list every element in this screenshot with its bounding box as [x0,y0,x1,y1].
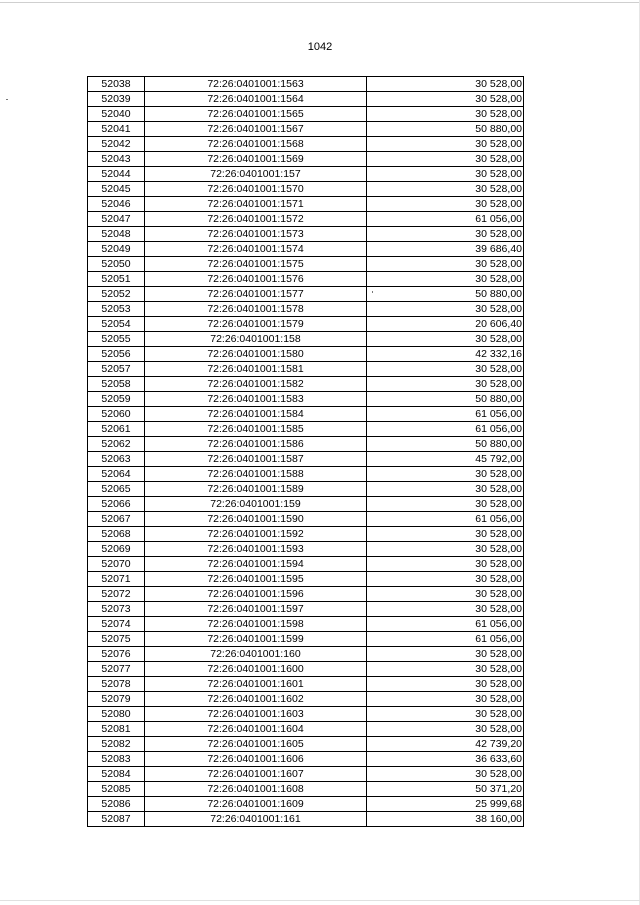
row-number-cell: 52068 [88,527,145,542]
row-number-cell: 52061 [88,422,145,437]
value-cell: 61 056,00 [367,632,524,647]
row-number-cell: 52076 [88,647,145,662]
table-row [88,227,524,242]
cadastral-number-cell: 72:26:0401001:1570 [145,182,367,197]
table-row [88,677,524,692]
cadastral-number-cell: 72:26:0401001:1573 [145,227,367,242]
value-cell: 30 528,00 [367,332,524,347]
cadastral-number-cell: 72:26:0401001:1571 [145,197,367,212]
cadastral-number-cell: 72:26:0401001:1588 [145,467,367,482]
value-cell: 50 371,20 [367,782,524,797]
row-number-cell: 52060 [88,407,145,422]
row-number-cell: 52058 [88,377,145,392]
value-cell: 30 528,00 [367,467,524,482]
table-row [88,242,524,257]
table-row [88,422,524,437]
table-row [88,182,524,197]
table-row [88,107,524,122]
table-row [88,767,524,782]
table-row [88,632,524,647]
row-number-cell: 52082 [88,737,145,752]
row-number-cell: 52065 [88,482,145,497]
table-row [88,602,524,617]
value-cell: 61 056,00 [367,512,524,527]
value-cell: 30 528,00 [367,692,524,707]
table-row [88,812,524,827]
cadastral-number-cell: 72:26:0401001:1609 [145,797,367,812]
cadastral-number-cell: 72:26:0401001:158 [145,332,367,347]
cadastral-number-cell: 72:26:0401001:1593 [145,542,367,557]
row-number-cell: 52069 [88,542,145,557]
cadastral-number-cell: 72:26:0401001:1603 [145,707,367,722]
row-number-cell: 52059 [88,392,145,407]
page-number: 1042 [307,41,333,53]
cadastral-number-cell: 72:26:0401001:1567 [145,122,367,137]
table-row [88,587,524,602]
cadastral-number-cell: 72:26:0401001:1568 [145,137,367,152]
value-cell: 30 528,00 [367,722,524,737]
value-cell: 30 528,00 [367,662,524,677]
value-cell: 50 880,00 [367,437,524,452]
value-cell: 30 528,00 [367,257,524,272]
row-number-cell: 52055 [88,332,145,347]
table-row [88,302,524,317]
table-row [88,797,524,812]
cadastral-number-cell: 72:26:0401001:1574 [145,242,367,257]
table-row [88,572,524,587]
table-row [88,782,524,797]
row-number-cell: 52072 [88,587,145,602]
table-row [88,332,524,347]
row-number-cell: 52053 [88,302,145,317]
value-cell: 30 528,00 [367,602,524,617]
value-cell: 38 160,00 [367,812,524,827]
cadastral-number-cell: 72:26:0401001:1563 [145,77,367,92]
table-row [88,527,524,542]
row-number-cell: 52038 [88,77,145,92]
value-cell: 30 528,00 [367,677,524,692]
value-cell: 30 528,00 [367,197,524,212]
table-row [88,287,524,302]
value-cell: 61 056,00 [367,617,524,632]
cadastral-number-cell: 72:26:0401001:160 [145,647,367,662]
table-row [88,347,524,362]
cadastral-number-cell: 72:26:0401001:1565 [145,107,367,122]
cadastral-number-cell: 72:26:0401001:1600 [145,662,367,677]
row-number-cell: 52056 [88,347,145,362]
row-number-cell: 52073 [88,602,145,617]
cadastral-number-cell: 72:26:0401001:1572 [145,212,367,227]
row-number-cell: 52044 [88,167,145,182]
value-cell: 61 056,00 [367,407,524,422]
table-row [88,257,524,272]
cadastral-number-cell: 72:26:0401001:1602 [145,692,367,707]
cadastral-number-cell: 72:26:0401001:1582 [145,377,367,392]
row-number-cell: 52040 [88,107,145,122]
row-number-cell: 52039 [88,92,145,107]
value-cell: 42 332,16 [367,347,524,362]
table-row [88,122,524,137]
table-row [88,167,524,182]
row-number-cell: 52078 [88,677,145,692]
cadastral-number-cell: 72:26:0401001:1590 [145,512,367,527]
row-number-cell: 52050 [88,257,145,272]
row-number-cell: 52043 [88,152,145,167]
value-cell: 20 606,40 [367,317,524,332]
table-row [88,212,524,227]
row-number-cell: 52077 [88,662,145,677]
table-row [88,617,524,632]
value-cell: 50 880,00 [367,392,524,407]
table-row [88,152,524,167]
value-cell: 30 528,00 [367,137,524,152]
table-row [88,542,524,557]
cadastral-number-cell: 72:26:0401001:1580 [145,347,367,362]
cadastral-number-cell: 72:26:0401001:1576 [145,272,367,287]
value-cell: 50 880,00 [367,287,524,302]
cadastral-number-cell: 72:26:0401001:1587 [145,452,367,467]
row-number-cell: 52045 [88,182,145,197]
value-cell: 30 528,00 [367,767,524,782]
table-row [88,377,524,392]
value-cell: 30 528,00 [367,542,524,557]
value-cell: 30 528,00 [367,527,524,542]
cadastral-number-cell: 72:26:0401001:1589 [145,482,367,497]
value-cell: 39 686,40 [367,242,524,257]
table-row [88,392,524,407]
value-cell: 30 528,00 [367,152,524,167]
row-number-cell: 52066 [88,497,145,512]
cadastral-number-cell: 72:26:0401001:1578 [145,302,367,317]
row-number-cell: 52086 [88,797,145,812]
value-cell: 30 528,00 [367,167,524,182]
row-number-cell: 52083 [88,752,145,767]
cadastral-number-cell: 72:26:0401001:1594 [145,557,367,572]
row-number-cell: 52054 [88,317,145,332]
cadastral-number-cell: 72:26:0401001:1577 [145,287,367,302]
value-cell: 61 056,00 [367,212,524,227]
value-cell: 30 528,00 [367,647,524,662]
cadastral-number-cell: 72:26:0401001:1583 [145,392,367,407]
value-cell: 36 633,60 [367,752,524,767]
row-number-cell: 52042 [88,137,145,152]
row-number-cell: 52046 [88,197,145,212]
value-cell: 30 528,00 [367,302,524,317]
cadastral-number-cell: 72:26:0401001:1608 [145,782,367,797]
table-row [88,467,524,482]
value-cell: 30 528,00 [367,362,524,377]
table-row [88,407,524,422]
row-number-cell: 52085 [88,782,145,797]
row-number-cell: 52041 [88,122,145,137]
row-number-cell: 52071 [88,572,145,587]
cadastral-number-cell: 72:26:0401001:1564 [145,92,367,107]
table-row [88,77,524,92]
value-cell: 30 528,00 [367,107,524,122]
table-row [88,197,524,212]
row-number-cell: 52063 [88,452,145,467]
row-number-cell: 52048 [88,227,145,242]
row-number-cell: 52070 [88,557,145,572]
value-cell: 30 528,00 [367,77,524,92]
cadastral-number-cell: 72:26:0401001:1606 [145,752,367,767]
cadastral-number-cell: 72:26:0401001:1598 [145,617,367,632]
row-number-cell: 52047 [88,212,145,227]
table-row [88,362,524,377]
table-row [88,707,524,722]
table-row [88,437,524,452]
table-row [88,92,524,107]
cadastral-number-cell: 72:26:0401001:1579 [145,317,367,332]
row-number-cell: 52057 [88,362,145,377]
row-number-cell: 52074 [88,617,145,632]
value-cell: 30 528,00 [367,557,524,572]
cadastral-number-cell: 72:26:0401001:1595 [145,572,367,587]
scan-speck [6,99,8,100]
row-number-cell: 52079 [88,692,145,707]
cadastral-number-cell: 72:26:0401001:1604 [145,722,367,737]
cadastral-number-cell: 72:26:0401001:1605 [145,737,367,752]
table-row [88,452,524,467]
value-cell: 30 528,00 [367,182,524,197]
table-row [88,272,524,287]
value-cell: 30 528,00 [367,377,524,392]
value-cell: 30 528,00 [367,92,524,107]
table-row [88,692,524,707]
value-cell: 25 999,68 [367,797,524,812]
cadastral-number-cell: 72:26:0401001:1584 [145,407,367,422]
table-row [88,737,524,752]
row-number-cell: 52062 [88,437,145,452]
value-cell: 30 528,00 [367,227,524,242]
scan-bottom-edge [0,900,640,901]
scan-top-edge [0,2,640,3]
cadastral-number-cell: 72:26:0401001:1601 [145,677,367,692]
cadastral-number-cell: 72:26:0401001:1607 [145,767,367,782]
value-cell: 30 528,00 [367,572,524,587]
value-cell: 45 792,00 [367,452,524,467]
table-row [88,647,524,662]
table-row [88,497,524,512]
cadastral-number-cell: 72:26:0401001:1575 [145,257,367,272]
cadastral-number-cell: 72:26:0401001:1569 [145,152,367,167]
table-row [88,512,524,527]
cadastral-number-cell: 72:26:0401001:1597 [145,602,367,617]
row-number-cell: 52075 [88,632,145,647]
table-row [88,137,524,152]
cadastral-number-cell: 72:26:0401001:159 [145,497,367,512]
registry-table-body [88,77,524,827]
row-number-cell: 52084 [88,767,145,782]
table-row [88,482,524,497]
table-row [88,557,524,572]
row-number-cell: 52052 [88,287,145,302]
cadastral-number-cell: 72:26:0401001:1596 [145,587,367,602]
cadastral-number-cell: 72:26:0401001:1585 [145,422,367,437]
value-cell: 30 528,00 [367,482,524,497]
table-row [88,722,524,737]
table-row [88,752,524,767]
table-row [88,662,524,677]
value-cell: 30 528,00 [367,497,524,512]
value-cell: 61 056,00 [367,422,524,437]
value-cell: 30 528,00 [367,707,524,722]
cadastral-number-cell: 72:26:0401001:1592 [145,527,367,542]
cadastral-number-cell: 72:26:0401001:1599 [145,632,367,647]
row-number-cell: 52049 [88,242,145,257]
cadastral-number-cell: 72:26:0401001:157 [145,167,367,182]
row-number-cell: 52064 [88,467,145,482]
row-number-cell: 52051 [88,272,145,287]
cadastral-number-cell: 72:26:0401001:1586 [145,437,367,452]
value-cell: 42 739,20 [367,737,524,752]
value-cell: 30 528,00 [367,272,524,287]
row-number-cell: 52067 [88,512,145,527]
value-cell: 30 528,00 [367,587,524,602]
registry-table [87,76,524,827]
value-cell: 50 880,00 [367,122,524,137]
row-number-cell: 52081 [88,722,145,737]
cadastral-number-cell: 72:26:0401001:1581 [145,362,367,377]
row-number-cell: 52080 [88,707,145,722]
cadastral-number-cell: 72:26:0401001:161 [145,812,367,827]
table-row [88,317,524,332]
row-number-cell: 52087 [88,812,145,827]
